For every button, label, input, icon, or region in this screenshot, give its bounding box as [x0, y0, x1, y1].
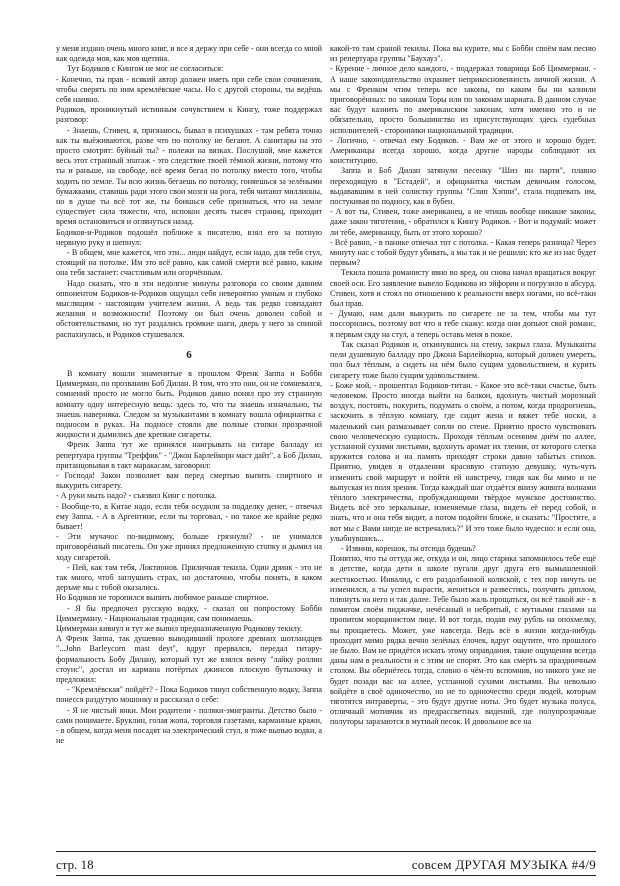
paragraph: - Эти мучачос по-видимому, больше грязнули? - не унимался приговорённый писатель. Он уже принял предложенную стопку и дымил на ходу сигаретой.	[56, 532, 322, 562]
paragraph: - Логично, - отвечал ему Бодиков. - Вам же от этого и хорошо будет. Американцы всегда хорошо, когда другие народы соблюдают их конституцию.	[330, 135, 596, 166]
paragraph: Циммерман кивнул и тут же выпил предназначенную Родикову текилу.	[56, 623, 303, 633]
paragraph: - Конечно, ты прав - всякий автор должен иметь при себе свои сочинения, чтобы сверять по ним кремлёвские часы. Но с другой стороны, ты ведёшь себя наивно.	[56, 74, 322, 105]
paragraph: - А руки мыть надо? - съязвил Кинг с потолка.	[56, 491, 217, 501]
paragraph: А Френк Заппа, так душевно выводивший прологе древних шотландцев "...John Barleycorn mast deyt", вдруг прервался, передал гитару-формальность Бобу Дилану, который тут же взялся венчу "лайку роллин стоунс", достал из кармана потёртых джинсов плоскую бутылочку и предложил:	[56, 634, 322, 684]
paragraph: - Извини, корешок, ты отсюда будешь?	[341, 543, 476, 553]
paragraph: Текила пошла романисту явно во вред, он снова начал вращаться вокруг своей оси. Его заявление вывело Бодикова из эйфории и погрузило в абсурд. Стивен, хотя и стоял по отношению к реальности вверх ногами, но всё-таки был прав.	[330, 268, 596, 309]
paragraph: - Господа! Закон позволяет вам перед смертью выпить спиртного и выкурить сигарету.	[56, 470, 322, 491]
paragraph: - Я бы предпочел русскую водку, - сказал он попростому Бобби Циммерману. - Национальная традиция, сам понимаешь.	[56, 603, 322, 623]
paragraph: какой-то там сраной текилы. Пока вы курите, мы с Бобби споём вам песню из репертуара группы "Баухауз".	[330, 44, 596, 64]
paragraph: - Курение - личное дело каждого, - поддержал товарища Боб Циммерман. - А наше законодательство охраняет неприкосновенность личной жизни. А мы с Френком чтим теперь все законы, по каким бы ни казнили приговорённых: по законам Торы или по законам шариата. В данном случае вас будут казнить по американским законам, хотя именно это и не обязательно, просто большинство из присутствующих здесь судебных исполнителей - сторонники национальной традиции.	[330, 64, 596, 135]
chapter-number: 6	[186, 348, 192, 361]
paragraph: Понятно, что ты оттуда же, откуда и он, лицо старика запомнилось тебе ещё в детстве, когда дети в школе пугали друг друга его вымышленной жестокостью. Инвалид, с его раздолбанной коляской, с тех пор ничуть не изменился, а ты успел вырасти, жениться и развестись, получить диплом, плюнуть на него и так далее. Тебе было жаль прощаться, он всё такой же - в помятом своём пиджачке, нечёсаный и небритый, с мутными глазами на пропитом морщинистом лице. И вот тогда, подав ему рубль на опохмелку, вы прощаетесь. Может, уже навсегда. Ведь всё в жизни когда-нибудь проходит мимо рядка вечно зелёных ёлочек, вдруг ощутите, что прошлого не было. Вам не придётся искать этому оправдания, такие ощущения всегда даны нам в реальности и с этим не спорят. Это как смерть за праздничным столом. Вы обернётесь тогда, словно о чём-то вспомнив, но никого уже не будет позади вас на аллее, устланной сухими листьями. Вы невольно войдёте в своё одиночество, но не то одиночество среди людей, которым тяготятся интраверты, - это будут другие ноты. Это будет музыка полуса, отличный мотивчик из предрассветных видений, где полупрозрачные полуторы заразаются в мутный песок. И довольное все на	[330, 554, 596, 727]
paragraph: Тут Бодиков с Кингом не мог не согласиться:	[67, 64, 224, 74]
paragraph: - Знаешь, Стивен, я, признаюсь, бывал в психушках - там ребята точно как ты выёживаются, разве что по потолку не бегают. А санитары на это просто смотрят: буйный ты? - полежи на вязках. Послушай, мне кажется весь этот странный эпатаж - это следствие твоей тёмной жизни, потому что ты и раньше, на свободе, всё время бегал по потолку вместо того, чтобы ходить по земле. Ты всю жизнь бегаешь по потолку, гоняешься за зелёными бумажками, ставишь ради этого свои мозги на рога, тебя читают миллионы, но в душе ты всё тот же, ты боишься себе признаться, что на земле существует сила тяжести, что, испокон десять тысяч страниц, приходит время остановиться и оглянуться назад.	[56, 125, 322, 227]
paragraph: - Я не чистый янки. Мои родители - поляки-эмигранты. Детство было - сами понимаете. Бруклин, голая жопа, торговля газетами, карманные кражи, - в общем, когда меня посадят на электрический стул, я тоже выпью водки, а не	[56, 705, 322, 746]
paragraph: Френк Заппа тут же принялся наигрывать на гитаре балладу из репертуара группы "Треффик" - "Джон Барлейкорн маст дайт", а Боб Дилан, пританцовывая в такт маракасам, заговорил:	[56, 440, 322, 470]
paragraph: - Вообще-то, в Китае надо, если тебя осудили за подделку денег, - отвечал ему Заппа. - А в Аргентине, если ты торговал, - но такое же крайне редко бывает!	[56, 501, 322, 531]
footer-bottom-rule	[56, 875, 596, 876]
footer-rule	[56, 851, 596, 852]
paragraph: Заппа и Боб Дилан затянули песенку "Шиз ин парти", плавно переходящую в "Естадей", и официантка чистым девичьим голосом, выдававшим в ней солистку группы "Слип Хэппи", стала подпевать им, постукивая по подносу, как в бубен.	[330, 166, 596, 207]
paragraph: - В общем, мне кажется, что эти... люди найдут, если надо, для тебя стул, стоящий на потолке. Им это всё равно, как самой смерти всё равно, каким она тебя застанет: счастливым или огорчённым.	[56, 248, 322, 278]
magazine-title: совсем ДРУГАЯ МУЗЫКА #4/9	[411, 857, 596, 872]
left-column	[56, 44, 322, 850]
right-column	[330, 44, 596, 850]
paragraph: - Всё равно, - в панике отвечал тот с потолка. - Какая теперь разница? Через минуту нас с тобой будут убивать, а мы так и не решили: кто же из нас будет первым?	[330, 237, 596, 268]
page-number: стр. 18	[56, 857, 94, 872]
paragraph: Надо сказать, что в эти недолгие минуты разговора со своим давним оппонентом Бодиков-и-Родиков ощущал себя невероятно умным и глубоко мыслящим - настоящим учителем жизни. А ведь так редко совпадают желания и возможности! Поэтому он был очень доволен собой и обстоятельствами, но тут раздались громкие шаги, дверь у него за спиной распахнулась, и Родиков стушевался.	[56, 278, 322, 339]
paragraph: Бодиков-и-Родиков подошёл поближе к писателю, взял его за потную нервную руку и шепнул:	[56, 227, 322, 247]
paragraph: - А вот ты, Стивен, тоже американец, а не чтишь вообще никакие законы, даже закон тяготения, - обратился к Кингу Родиков. - Вот и подумай: может ли тебе, американцу, быть от этого хорошо?	[330, 207, 596, 237]
paragraph: Родиков, проникнутый истинным сочувствием к Кингу, тоже поддержал разговор:	[56, 105, 322, 125]
paragraph: у меня издано очень много книг, и все я держу при себе - они всегда со мной как одежда моя, как моя щетина.	[56, 44, 322, 64]
paragraph: - Боже мой, - прошептал Бодиков-титан. - Какое это всё-таки счастье, быть человеком. Просто иногда выйти на балкон, вдохнуть чистый морозный воздух, постоять, покурить, подумать о своём, а потом, когда продрогнешь, заскочить в тёплую комнату, где сидит жена и вяжет тебе носки, а маленький сын размазывает сопли по стене. Приятно просто чувствовать свою человеческую сущность. Проходя тёплым осенним днём по аллее, устланной сухими листьями, вдохнуть аромат их тления, от которого слегка кружится голова и на память приходят строки давно забытых стихов. Приятно, увидев в отдалении красивую статную девушку, чуть-чуть изменить свой маршрут и пойти ей навстречу, глядя как бы мимо и не выпуская из поля зрения. Тогда каждый шаг отдаётся внизу живота волнами тёплого электричества, пробуждающими твёрдое мужское достоинство. Видеть всё это зеркальные, изменяемые глаза, видеть её перед собой, и знать, что и она тебя видит, а потом подойти ближе, и сказать: "Простите, а вот мы с Вами нигде не встречались?" И это тоже было чудесно: и если она, улыбнувшись...	[330, 380, 596, 543]
paragraph: Но Бодиков не торопился выпить любимое раньше спиртное.	[56, 593, 269, 603]
paragraph: - "Кремлёвская" пойдёт? - Пока Бодиков тянул собственную водку, Заппа понесся раздутую мошонку и рассказал о себе:	[56, 685, 322, 705]
page-footer	[56, 856, 596, 874]
paragraph: Так сказал Родиков и, откинувшись на стену, закрыл глаза. Музыканты пели душевную балладу про Джона Барлейкорна, который должен умереть, пол был тёплым, а сидеть на нём было сущим удовольствием, и курить сигарету тоже было сущим удовольствием.	[330, 339, 596, 380]
paragraph: - Думаю, нам дали выкурить по сигарете не за тем, чтобы мы тут поссорились, поэтому вот что я тебе скажу: когда они допьют свой романс, я первым сяду на стул, а теперь оставь меня в покое.	[330, 309, 596, 339]
paragraph: - Пей, как там тебя, Локтионов. Приличная текила. Один дринк - это не так много, чтоб заглушить страх, но достаточно, чтобы понять, в каком деръме мы с тобой оказались.	[56, 562, 322, 593]
paragraph: В комнату вошли знаменитые в прошлом Френк Заппа и Бобби Циммерман, по прозванию Боб Дилан. В том, что это они, он не сомневался, сомнений просто не могло быть. Родиков давно понял про эту странную комнату одну интересную вещь: здесь то, что ты знаешь изначально, ты знаешь наверняка. Следом за музыкантами в комнату вошла официантка с подносом в руках. На подносе стояли две полные стопки прозрачной жидкости и дымились две крепкие сигареты.	[56, 368, 322, 440]
